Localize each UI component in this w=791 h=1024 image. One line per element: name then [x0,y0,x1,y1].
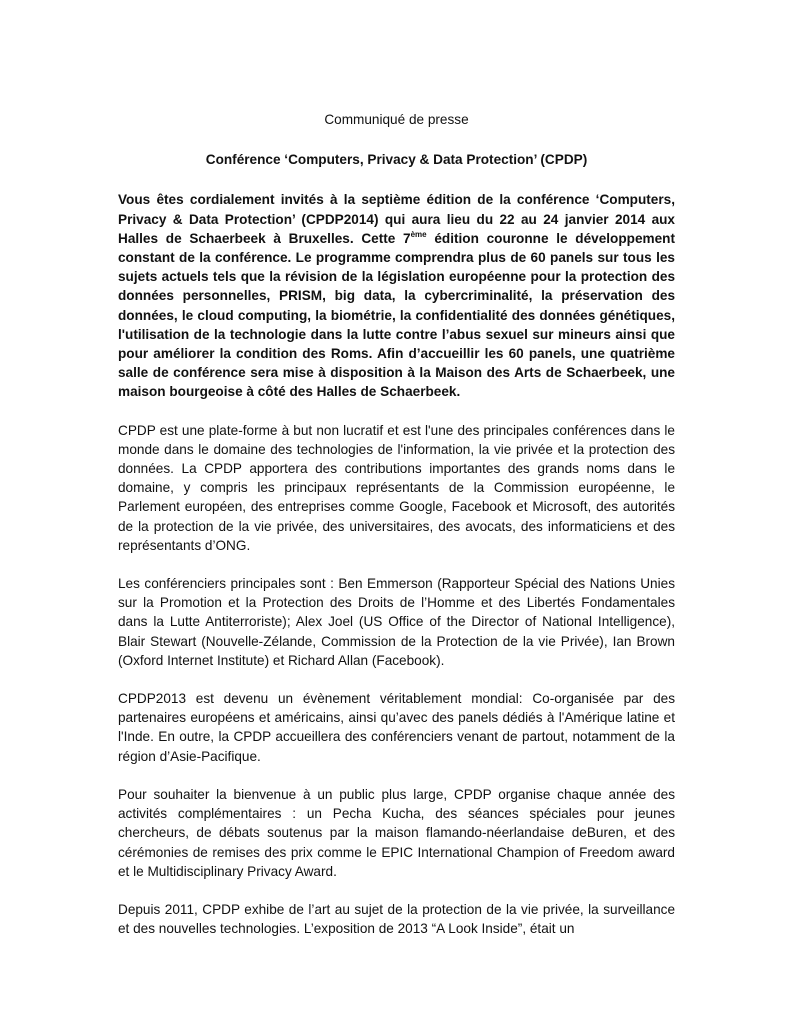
press-release-page [118,110,675,957]
paragraph-keynote-speakers: Les conférenciers principales sont : Ben Emmerson (Rapporteur Spécial des Nations Unies sur la Promotion et la Protection des Droits de l’Homme et des Libertés Fondamentales dans la Lutte Antiterroriste); Alex Joel (US Office of the Director of National Intelligence), Blair Stewart (Nouvelle-Zélande, Commission de la Protection de la vie Privée), Ian Brown (Oxford Internet Institute) et Richard Allan (Facebook). [118,576,675,668]
lead-text-part2: édition couronne le développement constant de la conférence. Le programme comprendra plus de 60 panels sur tous les sujets actuels tels que la révision de la législation européenne pour la protection des données personnelles, PRISM, big data, la cybercriminalité, la préservation des données, le cloud computing, la biométrie, la confidentialité des données génétiques, l'utilisation de la technologie dans la lutte contre l’abus sexuel sur mineurs ainsi que pour améliorer la condition des Roms. Afin d’accueillir les 60 panels, une quatrième salle de conférence sera mise à disposition à la Maison des Arts de Schaerbeek, une maison bourgeoise à côté des Halles de Schaerbeek. [118,230,675,400]
paragraph-side-activities: Pour souhaiter la bienvenue à un public plus large, CPDP organise chaque année des activités complémentaires : un Pecha Kucha, des séances spéciales pour jeunes chercheurs, de débats soutenus par la maison flamando-néerlandaise deBuren, et des cérémonies de remises des prix comme le EPIC International Champion of Freedom award et le Multidisciplinary Privacy Award. [118,786,675,879]
lead-paragraph [118,190,675,401]
paragraph-global-event: CPDP2013 est devenu un évènement véritablement mondial: Co-organisée par des partenaires européens et américains, ainsi qu’avec des panels dédiés à l'Amérique latine et l'Inde. En outre, la CPDP accueillera des conférenciers venant de partout, notamment de la région d’Asie-Pacifique. [118,691,675,764]
ordinal-superscript: ème [410,229,427,239]
paragraph-about-cpdp: CPDP est une plate-forme à but non lucratif et est l'une des principales conférences dans le monde dans le domaine des technologies de l'information, la vie privée et la protection des données. La CPDP apportera des contributions importantes des grands noms dans le domaine, y compris les principaux représentants de la Commission européenne, le Parlement européen, des entreprises comme Google, Facebook et Microsoft, des autorités de la protection de la vie privée, des universitaires, des avocats, des informaticiens et des représentants d’ONG. [118,422,675,553]
document-title: Conférence ‘Computers, Privacy & Data Protection’ (CPDP) [205,152,588,168]
document-kind: Communiqué de presse [324,112,469,127]
lead-text-part1: Vous êtes cordialement invités à la septième édition de la conférence ‘Computers, Privacy & Data Protection’ (CPDP2014) qui aura lieu du 22 au 24 janvier 2014 aux Halles de Schaerbeek à Bruxelles. Cette 7 [118,192,675,246]
paragraph-art-exhibition: Depuis 2011, CPDP exhibe de l’art au sujet de la protection de la vie privée, la surveillance et des nouvelles technologies. L’exposition de 2013 “A Look Inside”, était un [118,901,675,937]
